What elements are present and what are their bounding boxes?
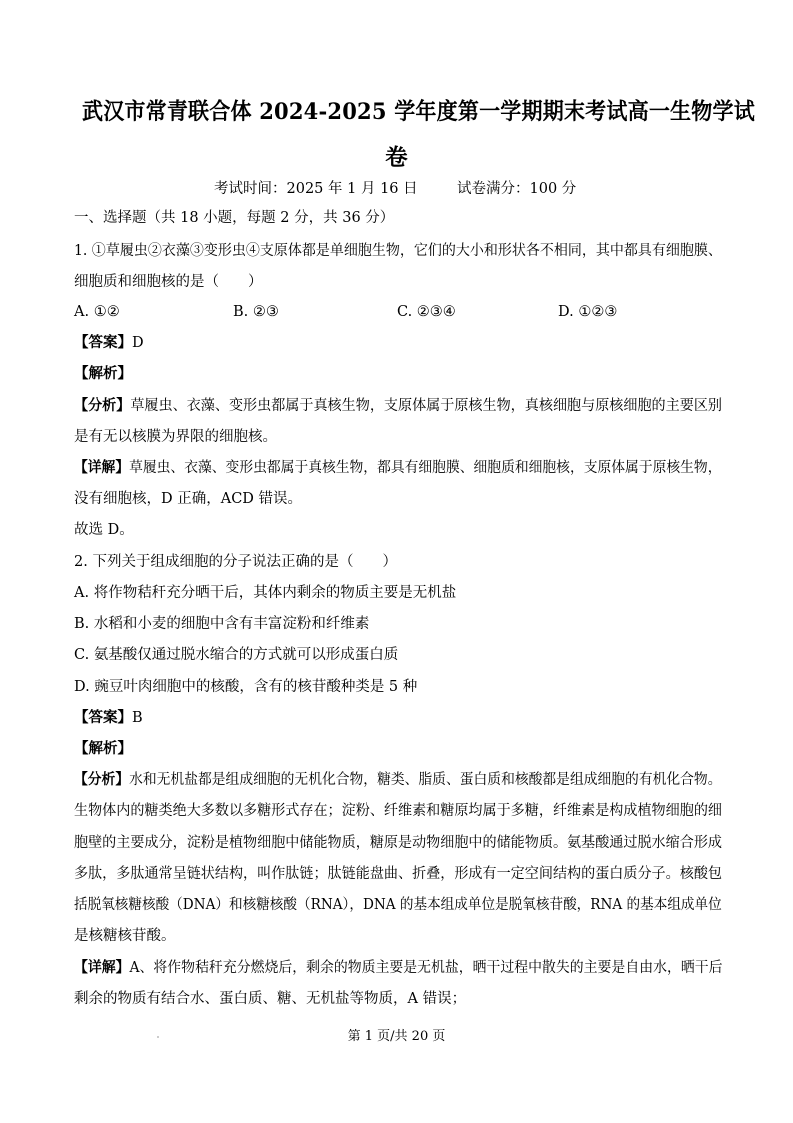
q2-option-c: C. 氨基酸仅通过脱水缩合的方式就可以形成蛋白质: [74, 647, 399, 663]
document-title-line2: 卷: [385, 145, 408, 171]
q1-option-c: C. ②③④: [397, 304, 456, 320]
q1-stem-line2: 细胞质和细胞核的是（ ）: [74, 274, 263, 290]
q2-option-d: D. 豌豆叶肉细胞中的核酸，含有的核苷酸种类是 5 种: [74, 679, 418, 695]
q1-stem-line1: 1. ①草履虫②衣藻③变形虫④支原体都是单细胞生物，它们的大小和形状各不相同，其中都具有细胞膜、: [74, 243, 722, 259]
q1-conclusion: 故选 D。: [74, 522, 134, 538]
q1-fenxi-line1: [74, 396, 722, 416]
q2-fenxi-line3: 胞壁的主要成分，淀粉是植物细胞中储能物质，糖原是动物细胞中的储能物质。氨基酸通过脱水缩合形成: [74, 835, 722, 851]
q2-fenxi-line4: 多肽，多肽通常呈链状结构，叫作肽链；肽链能盘曲、折叠，形成有一定空间结构的蛋白质分子。核酸包: [74, 866, 722, 882]
q1-fenxi-text: 草履虫、衣藻、变形虫都属于真核生物，支原体属于原核生物，真核细胞与原核细胞的主要区别: [130, 398, 722, 414]
q1-fenxi-line2: 是有无以核膜为界限的细胞核。: [74, 429, 277, 445]
q1-option-a: A. ①②: [74, 304, 120, 320]
q1-option-d: D. ①②③: [558, 304, 618, 320]
exam-time: 考试时间：2025 年 1 月 16 日: [214, 181, 418, 197]
q2-answer-tag: 【答案】: [74, 709, 132, 726]
q2-xiangjie-line2: 剩余的物质有结合水、蛋白质、糖、无机盐等物质，A 错误；: [74, 991, 467, 1007]
q2-option-b: B. 水稻和小麦的细胞中含有丰富淀粉和纤维素: [74, 616, 370, 632]
q2-fenxi-tag: 【分析】: [74, 771, 130, 788]
q1-xiangjie-line2: 没有细胞核，D 正确，ACD 错误。: [74, 491, 303, 507]
q2-fenxi-line2: 生物体内的糖类绝大多数以多糖形式存在；淀粉、纤维素和糖原均属于多糖，纤维素是构成植物细胞的细: [74, 803, 722, 819]
q1-xiangjie-text: 草履虫、衣藻、变形虫都属于真核生物，都具有细胞膜、细胞质和细胞核，支原体属于原核生物，: [129, 460, 722, 476]
q1-answer-value: D: [132, 335, 144, 351]
q1-analysis-tag: 【解析】: [74, 365, 132, 382]
full-score: 试卷满分：100 分: [457, 181, 577, 197]
q2-fenxi-line5: 括脱氧核糖核酸（DNA）和核糖核酸（RNA），DNA 的基本组成单位是脱氧核苷酸，RNA 的基本组成单位: [74, 897, 722, 913]
q2-stem: 2. 下列关于组成细胞的分子说法正确的是（ ）: [74, 554, 397, 570]
q1-answer-tag: 【答案】: [74, 334, 132, 351]
q2-fenxi-line6: 是核糖核苷酸。: [74, 928, 176, 944]
q1-xiangjie-line1: [74, 458, 721, 478]
q2-analysis-tag: 【解析】: [74, 740, 132, 757]
q1-option-b: B. ②③: [233, 304, 279, 320]
page-footer: 第 1 页/共 20 页: [347, 1029, 446, 1044]
section-heading: 一、选择题（共 18 小题，每题 2 分，共 36 分）: [74, 210, 395, 226]
q1-answer: [74, 333, 144, 353]
q2-fenxi-line1: [74, 770, 721, 790]
q2-answer-value: B: [132, 710, 143, 726]
q2-option-a: A. 将作物秸秆充分晒干后，其体内剩余的物质主要是无机盐: [74, 585, 457, 601]
q2-xiangjie-tag: 【详解】: [74, 959, 130, 976]
q2-xiangjie-line1: [74, 958, 722, 978]
document-title-line1: 武汉市常青联合体 2024-2025 学年度第一学期期末考试高一生物学试: [81, 99, 755, 125]
q2-xiangjie-text: A、将作物秸秆充分燃烧后，剩余的物质主要是无机盐，晒干过程中散失的主要是自由水，晒干后: [129, 960, 723, 976]
q1-xiangjie-tag: 【详解】: [74, 459, 130, 476]
q1-fenxi-tag: 【分析】: [74, 397, 131, 414]
q2-answer: [74, 708, 143, 728]
q2-fenxi-text: 水和无机盐都是组成细胞的无机化合物，糖类、脂质、蛋白质和核酸都是组成细胞的有机化合物。: [129, 772, 722, 788]
